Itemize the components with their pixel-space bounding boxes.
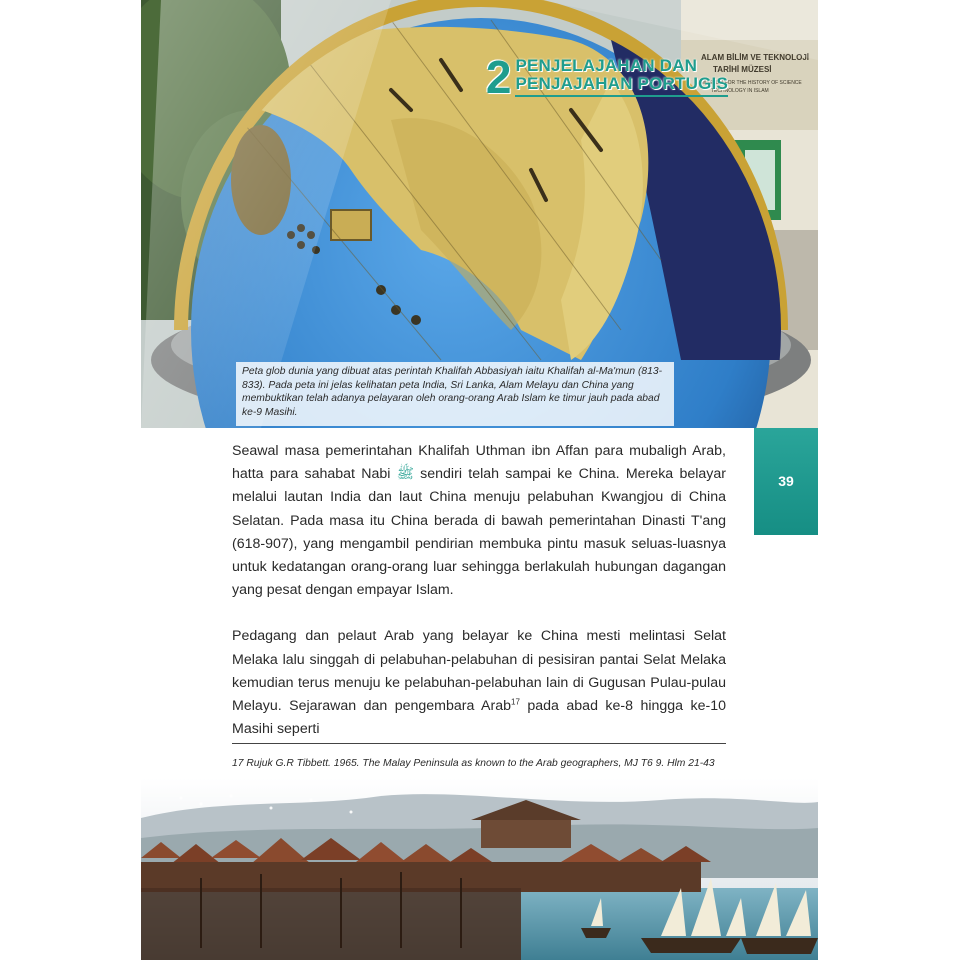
photo-caption: Peta glob dunia yang dibuat atas perintah Khalifah Abbasiyah iaitu Khalifah al-Ma'mun (813-833). Pada peta ini jelas kelihatan peta India, Sri Lanka, Alam Melayu dan China yang membuktikan telah adanya pelayaran oleh orang-orang Arab Islam ke timur jauh pada abad ke-9 Masihi. bbox=[236, 362, 674, 426]
chapter-title-line-1: PENJELAJAHAN DAN bbox=[515, 56, 698, 75]
page-number: 39 bbox=[778, 473, 794, 489]
page-number-tab bbox=[754, 428, 818, 535]
globe-photo bbox=[141, 0, 818, 428]
footnote-divider bbox=[232, 743, 726, 744]
chapter-title-line-2: PENJAJAHAN PORTUGIS bbox=[515, 74, 728, 93]
chapter-underline bbox=[515, 95, 728, 97]
paragraph-2-text-b: pada abad ke-8 hingga ke-10 Masihi seperti bbox=[232, 698, 726, 738]
book-page bbox=[141, 0, 818, 960]
salawat-glyph: ﷺ bbox=[396, 466, 414, 483]
sign-line-1: ALAM BİLİM VE TEKNOLOJİ bbox=[701, 53, 809, 62]
harbour-illustration bbox=[141, 778, 818, 960]
footnote-reference: 17 bbox=[511, 697, 520, 707]
sign-line-2: TARİHİ MÜZESİ bbox=[713, 65, 772, 74]
chapter-number: 2 bbox=[485, 51, 512, 103]
paragraph-2 bbox=[232, 625, 726, 741]
sign-line-4: TECHNOLOGY IN ISLAM bbox=[711, 88, 769, 94]
paragraph-1-text-b: sendiri telah sampai ke China. Mereka belayar melalui lautan India dan laut China menuju pelabuhan Kwangjou di China Selatan. Pada masa itu China berada di bawah pemerintahan Dinasti T'ang (618-907), yang mengambil pendirian membuka pintu masuk seluas-luasnya untuk kedatangan orang-orang luar sehingga berlakulah hubungan dagangan yang pesat dengan empayar Islam. bbox=[232, 466, 726, 599]
chapter-heading bbox=[485, 51, 728, 103]
chapter-title bbox=[515, 57, 728, 97]
paragraph-1 bbox=[232, 440, 726, 602]
sign-line-3: MUSEUM FOR THE HISTORY OF SCIENCE bbox=[701, 80, 802, 86]
paragraph-2-text-a: Pedagang dan pelaut Arab yang belayar ke China mesti melintasi Selat Melaka lalu singgah di pelabuhan-pelabuhan di pesisiran pantai Selat Melaka kemudian terus menuju ke pelabuhan-pelabuhan lain di Gugusan Pulau-pulau Melayu. Sejarawan dan pengembara Arab bbox=[232, 628, 726, 715]
footnote: 17 Rujuk G.R Tibbett. 1965. The Malay Peninsula as known to the Arab geographers, MJ T6 9. Hlm 21-43 bbox=[232, 758, 715, 769]
harbour-scene bbox=[141, 778, 818, 960]
paragraph-1-text-a: Seawal masa pemerintahan Khalifah Uthman ibn Affan para mubaligh Arab, hatta para sahabat Nabi bbox=[232, 443, 726, 483]
body-text bbox=[232, 440, 726, 741]
